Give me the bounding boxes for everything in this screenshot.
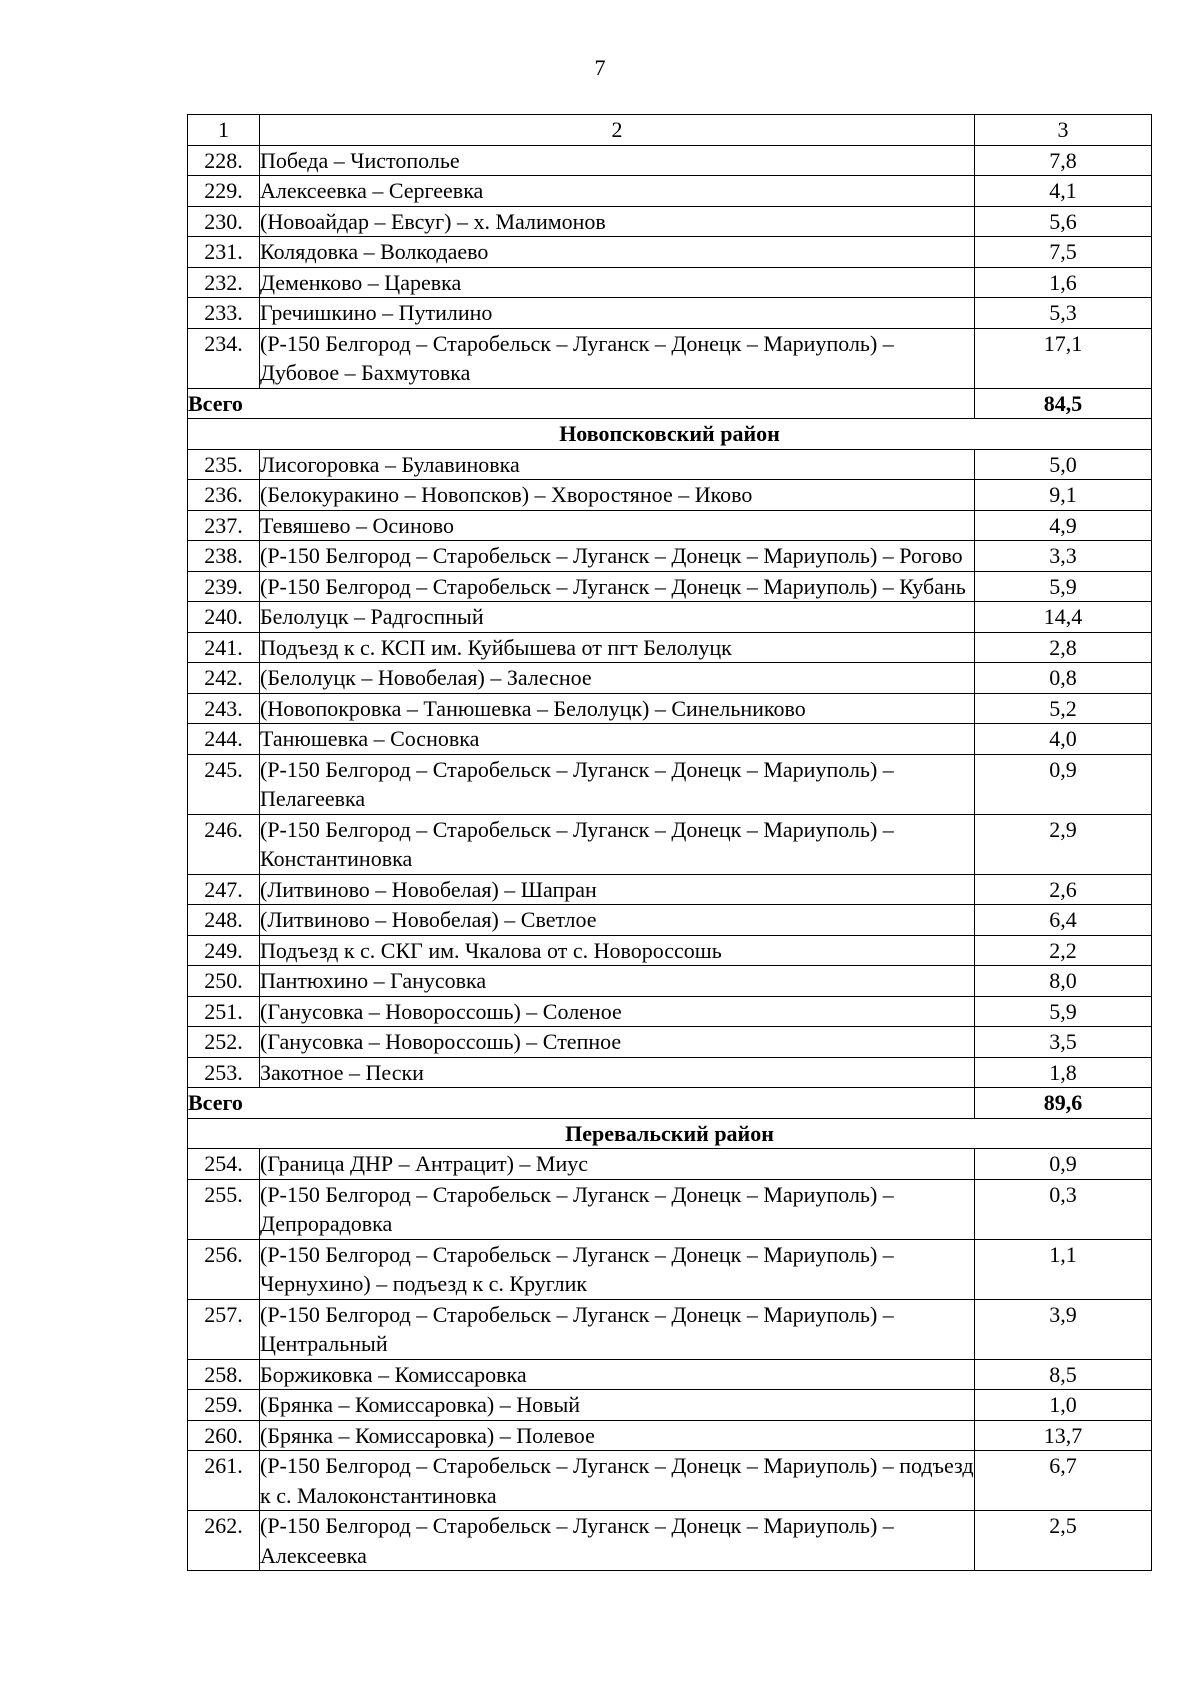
table-row xyxy=(188,1390,1152,1421)
road-length: 7,5 xyxy=(975,237,1152,268)
table-row xyxy=(188,632,1152,663)
row-number: 232. xyxy=(188,267,260,298)
table-row xyxy=(188,905,1152,936)
road-length: 8,5 xyxy=(975,1359,1152,1390)
road-name: (Р-150 Белгород – Старобельск – Луганск – Донецк – Мариуполь) – Центральный xyxy=(260,1299,975,1359)
table-row xyxy=(188,663,1152,694)
road-length: 9,1 xyxy=(975,480,1152,511)
page-number: 7 xyxy=(594,55,606,80)
table-row xyxy=(188,1420,1152,1451)
road-length: 17,1 xyxy=(975,328,1152,388)
road-name: (Ганусовка – Новороссошь) – Степное xyxy=(260,1027,975,1058)
table-row xyxy=(188,1239,1152,1299)
row-number: 231. xyxy=(188,237,260,268)
table-row xyxy=(188,754,1152,814)
row-number: 248. xyxy=(188,905,260,936)
table-row xyxy=(188,1451,1152,1511)
district-header-row xyxy=(188,419,1152,450)
table-row xyxy=(188,176,1152,207)
row-number: 242. xyxy=(188,663,260,694)
road-length: 3,5 xyxy=(975,1027,1152,1058)
total-label: Всего xyxy=(188,1088,975,1119)
row-number: 230. xyxy=(188,206,260,237)
row-number: 228. xyxy=(188,145,260,176)
row-number: 235. xyxy=(188,449,260,480)
road-name: Танюшевка – Сосновка xyxy=(260,724,975,755)
total-value: 84,5 xyxy=(975,388,1152,419)
row-number: 255. xyxy=(188,1179,260,1239)
road-length: 5,3 xyxy=(975,298,1152,329)
district-title: Перевальский район xyxy=(188,1118,1152,1149)
road-name: Алексеевка – Сергеевка xyxy=(260,176,975,207)
row-number: 250. xyxy=(188,966,260,997)
table-row xyxy=(188,693,1152,724)
road-length: 6,7 xyxy=(975,1451,1152,1511)
district-title: Новопсковский район xyxy=(188,419,1152,450)
road-name: Гречишкино – Путилино xyxy=(260,298,975,329)
road-name: Пантюхино – Ганусовка xyxy=(260,966,975,997)
road-name: (Р-150 Белгород – Старобельск – Луганск – Донецк – Мариуполь) – Дубовое – Бахмутовка xyxy=(260,328,975,388)
road-name: Тевяшево – Осиново xyxy=(260,510,975,541)
road-length: 5,2 xyxy=(975,693,1152,724)
table-row xyxy=(188,541,1152,572)
row-number: 246. xyxy=(188,814,260,874)
road-length: 5,0 xyxy=(975,449,1152,480)
total-row xyxy=(188,388,1152,419)
road-name: Победа – Чистополье xyxy=(260,145,975,176)
road-length: 5,9 xyxy=(975,571,1152,602)
row-number: 233. xyxy=(188,298,260,329)
table-row xyxy=(188,602,1152,633)
road-length: 2,9 xyxy=(975,814,1152,874)
road-length: 3,3 xyxy=(975,541,1152,572)
road-length: 5,9 xyxy=(975,996,1152,1027)
road-name: (Р-150 Белгород – Старобельск – Луганск – Донецк – Мариуполь) – подъезд к с. Малоконстантиновка xyxy=(260,1451,975,1511)
row-number: 252. xyxy=(188,1027,260,1058)
road-name: (Новопокровка – Танюшевка – Белолуцк) – Синельниково xyxy=(260,693,975,724)
table-row xyxy=(188,1511,1152,1571)
header-col-1: 1 xyxy=(188,115,260,146)
road-name: (Р-150 Белгород – Старобельск – Луганск – Донецк – Мариуполь) – Депрорадовка xyxy=(260,1179,975,1239)
road-length: 14,4 xyxy=(975,602,1152,633)
row-number: 261. xyxy=(188,1451,260,1511)
road-length: 2,5 xyxy=(975,1511,1152,1571)
table-row xyxy=(188,1359,1152,1390)
road-length: 0,8 xyxy=(975,663,1152,694)
row-number: 234. xyxy=(188,328,260,388)
table-row xyxy=(188,935,1152,966)
road-name: (Р-150 Белгород – Старобельск – Луганск – Донецк – Мариуполь) – Чернухино) – подъезд к с. Круглик xyxy=(260,1239,975,1299)
row-number: 258. xyxy=(188,1359,260,1390)
table-row xyxy=(188,1057,1152,1088)
road-length: 2,8 xyxy=(975,632,1152,663)
roads-table xyxy=(187,114,1152,1571)
road-length: 13,7 xyxy=(975,1420,1152,1451)
table-row xyxy=(188,237,1152,268)
table-row xyxy=(188,571,1152,602)
row-number: 262. xyxy=(188,1511,260,1571)
road-length: 4,9 xyxy=(975,510,1152,541)
road-length: 1,6 xyxy=(975,267,1152,298)
row-number: 244. xyxy=(188,724,260,755)
row-number: 247. xyxy=(188,874,260,905)
road-length: 6,4 xyxy=(975,905,1152,936)
row-number: 253. xyxy=(188,1057,260,1088)
road-name: (Р-150 Белгород – Старобельск – Луганск – Донецк – Мариуполь) – Рогово xyxy=(260,541,975,572)
road-length: 3,9 xyxy=(975,1299,1152,1359)
table-row xyxy=(188,1027,1152,1058)
row-number: 239. xyxy=(188,571,260,602)
table-row xyxy=(188,510,1152,541)
row-number: 237. xyxy=(188,510,260,541)
table-row xyxy=(188,145,1152,176)
road-name: (Р-150 Белгород – Старобельск – Луганск – Донецк – Мариуполь) – Алексеевка xyxy=(260,1511,975,1571)
road-name: Белолуцк – Радгоспный xyxy=(260,602,975,633)
row-number: 257. xyxy=(188,1299,260,1359)
table-row xyxy=(188,874,1152,905)
road-name: Подъезд к с. СКГ им. Чкалова от с. Новороссошь xyxy=(260,935,975,966)
table-row xyxy=(188,328,1152,388)
row-number: 236. xyxy=(188,480,260,511)
road-name: Деменково – Царевка xyxy=(260,267,975,298)
road-length: 2,6 xyxy=(975,874,1152,905)
road-length: 5,6 xyxy=(975,206,1152,237)
row-number: 238. xyxy=(188,541,260,572)
road-name: (Белокуракино – Новопсков) – Хворостяное – Иково xyxy=(260,480,975,511)
table-row xyxy=(188,1179,1152,1239)
row-number: 254. xyxy=(188,1149,260,1180)
header-col-3: 3 xyxy=(975,115,1152,146)
row-number: 260. xyxy=(188,1420,260,1451)
road-length: 1,8 xyxy=(975,1057,1152,1088)
road-name: Лисогоровка – Булавиновка xyxy=(260,449,975,480)
road-name: (Граница ДНР – Антрацит) – Миус xyxy=(260,1149,975,1180)
road-length: 4,0 xyxy=(975,724,1152,755)
table-row xyxy=(188,1299,1152,1359)
row-number: 249. xyxy=(188,935,260,966)
table-row xyxy=(188,724,1152,755)
road-name: (Брянка – Комиссаровка) – Новый xyxy=(260,1390,975,1421)
district-header-row xyxy=(188,1118,1152,1149)
road-length: 7,8 xyxy=(975,145,1152,176)
row-number: 240. xyxy=(188,602,260,633)
row-number: 245. xyxy=(188,754,260,814)
total-value: 89,6 xyxy=(975,1088,1152,1119)
table-row xyxy=(188,480,1152,511)
road-length: 1,1 xyxy=(975,1239,1152,1299)
road-name: (Литвиново – Новобелая) – Шапран xyxy=(260,874,975,905)
road-name: (Литвиново – Новобелая) – Светлое xyxy=(260,905,975,936)
road-length: 0,9 xyxy=(975,754,1152,814)
road-name: (Р-150 Белгород – Старобельск – Луганск – Донецк – Мариуполь) – Кубань xyxy=(260,571,975,602)
row-number: 259. xyxy=(188,1390,260,1421)
road-length: 1,0 xyxy=(975,1390,1152,1421)
road-name: (Брянка – Комиссаровка) – Полевое xyxy=(260,1420,975,1451)
table-header-row xyxy=(188,115,1152,146)
row-number: 241. xyxy=(188,632,260,663)
roads-table-body xyxy=(188,115,1152,1571)
road-length: 0,3 xyxy=(975,1179,1152,1239)
row-number: 229. xyxy=(188,176,260,207)
road-name: (Белолуцк – Новобелая) – Залесное xyxy=(260,663,975,694)
table-row xyxy=(188,996,1152,1027)
header-col-2: 2 xyxy=(260,115,975,146)
table-row xyxy=(188,298,1152,329)
road-name: Закотное – Пески xyxy=(260,1057,975,1088)
road-name: Колядовка – Волкодаево xyxy=(260,237,975,268)
table-row xyxy=(188,814,1152,874)
road-length: 4,1 xyxy=(975,176,1152,207)
road-name: (Р-150 Белгород – Старобельск – Луганск – Донецк – Мариуполь) – Константиновка xyxy=(260,814,975,874)
road-name: (Новоайдар – Евсуг) – х. Малимонов xyxy=(260,206,975,237)
road-length: 8,0 xyxy=(975,966,1152,997)
road-name: (Р-150 Белгород – Старобельск – Луганск – Донецк – Мариуполь) – Пелагеевка xyxy=(260,754,975,814)
table-row xyxy=(188,206,1152,237)
road-name: Подъезд к с. КСП им. Куйбышева от пгт Белолуцк xyxy=(260,632,975,663)
row-number: 256. xyxy=(188,1239,260,1299)
total-row xyxy=(188,1088,1152,1119)
total-label: Всего xyxy=(188,388,975,419)
table-row xyxy=(188,1149,1152,1180)
table-row xyxy=(188,267,1152,298)
road-name: Боржиковка – Комиссаровка xyxy=(260,1359,975,1390)
road-length: 0,9 xyxy=(975,1149,1152,1180)
table-row xyxy=(188,966,1152,997)
road-name: (Ганусовка – Новороссошь) – Соленое xyxy=(260,996,975,1027)
table-row xyxy=(188,449,1152,480)
row-number: 243. xyxy=(188,693,260,724)
row-number: 251. xyxy=(188,996,260,1027)
road-length: 2,2 xyxy=(975,935,1152,966)
